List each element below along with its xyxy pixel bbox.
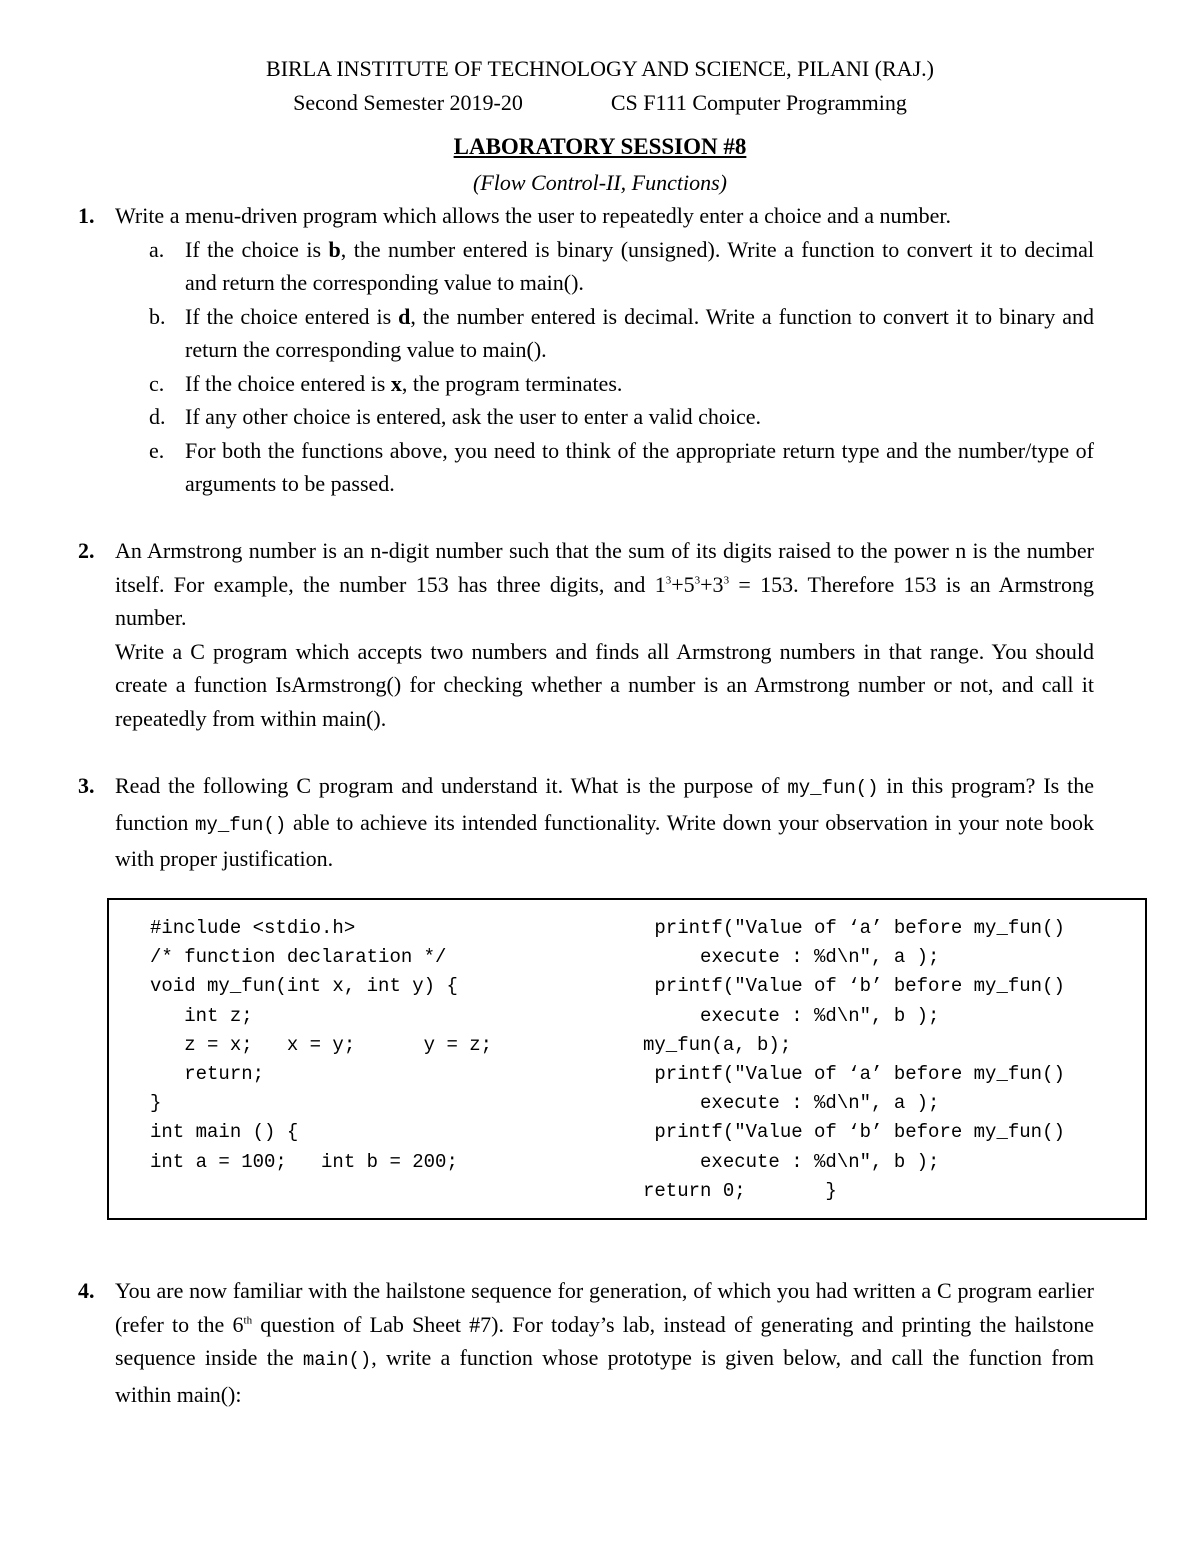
sub-label: d. xyxy=(149,404,166,429)
semester-course-line xyxy=(0,90,1200,116)
question-number: 4. xyxy=(78,1278,95,1303)
sub-question-b: b. If the choice entered is d, the number entered is decimal. Write a function to convert it to binary and return the corresponding value to main(). xyxy=(149,300,1094,367)
question-1 xyxy=(78,199,1094,501)
question-2 xyxy=(78,534,1094,735)
question-number: 2. xyxy=(78,538,95,563)
sub-question-a: a. If the choice is b, the number entered is binary (unsigned). Write a function to convert it to decimal and return the corresponding value to main(). xyxy=(149,233,1094,300)
choice-key: b xyxy=(328,236,341,262)
question-3 xyxy=(78,769,1094,876)
sub-label: b. xyxy=(149,303,166,329)
code-listing-box xyxy=(107,898,1147,1220)
function-name-code: my_fun() xyxy=(195,813,287,836)
sub-question-d: d. If any other choice is entered, ask the user to enter a valid choice. xyxy=(149,400,1094,434)
sub-label: e. xyxy=(149,437,165,463)
choice-key: d xyxy=(398,303,411,329)
code-left-column: #include <stdio.h> /* function declaration */ void my_fun(int x, int y) { int z; z = x; x = y; y = z; return; } int main () { int a = 100; int b = 200; xyxy=(150,917,493,1173)
page-title: LABORATORY SESSION #8 xyxy=(453,134,747,159)
question-text: Write a menu-driven program which allows the user to repeatedly enter a choice and a number. xyxy=(115,203,952,228)
sub-question-e: e. For both the functions above, you need to think of the appropriate return type and the number/type of arguments to be passed. xyxy=(149,434,1094,501)
sub-question-list xyxy=(149,233,1094,501)
page-subtitle: (Flow Control-II, Functions) xyxy=(473,170,727,195)
question-4 xyxy=(78,1274,1094,1411)
question-task-text: Write a C program which accepts two numbers and finds all Armstrong numbers in that range. You should create a function IsArmstrong() for checking whether a number is an Armstrong number or not, and call it repeatedly from within main(). xyxy=(115,638,1094,731)
sub-label: a. xyxy=(149,236,165,262)
sub-question-c: c. If the choice entered is x, the program terminates. xyxy=(149,367,1094,401)
question-text: An Armstrong number is an n-digit number such that the sum of its digits raised to the power n is the number itself. For example, the number 153 has three digits, and $1^3+5^3+3^3 = 153$. Therefore 153 is an Armstrong number. Write a C program which accepts two numbers and finds all Armstrong numbers in that range. You should create a function IsArmstrong() for checking whether a number is an Armstrong number or not, and call it repeatedly from within main(). xyxy=(115,538,1095,731)
function-name-code: my_fun() xyxy=(787,777,879,799)
question-text: You are now familiar with the hailstone sequence for generation, of which you had written a C program earlier (refer to the 6th question of Lab Sheet #7). For today’s lab, instead of generating and printing the hailstone sequence inside the main(), write a function whose prototype is given below, and call the function from within main(): xyxy=(115,1278,1094,1407)
institute-heading: BIRLA INSTITUTE OF TECHNOLOGY AND SCIENCE, PILANI (RAJ.) xyxy=(266,56,934,81)
choice-key: x xyxy=(390,370,402,396)
course-label: CS F111 Computer Programming xyxy=(610,90,907,115)
question-number: 3. xyxy=(78,773,95,798)
question-number: 1. xyxy=(78,203,95,228)
code-right-column: printf("Value of ‘a’ before my_fun() execute : %d\n", a ); printf("Value of ‘b’ before my_fun() execute : %d\n", b ); my_fun(a, b); printf("Value of ‘a’ before my_fun() execute : %d\n", a ); printf("Value of ‘b’ before my_fun() execute : %d\n", b ); return 0; } xyxy=(643,917,1065,1202)
sub-label: c. xyxy=(149,370,165,396)
semester-label: Second Semester 2019-20 xyxy=(293,90,523,115)
function-name-code: main() xyxy=(302,1349,372,1371)
question-text: Read the following C program and understand it. What is the purpose of my_fun() in this program? Is the function my_fun() able to achieve its intended functionality. Write down your observation in your note book with proper justification. xyxy=(115,773,1094,871)
